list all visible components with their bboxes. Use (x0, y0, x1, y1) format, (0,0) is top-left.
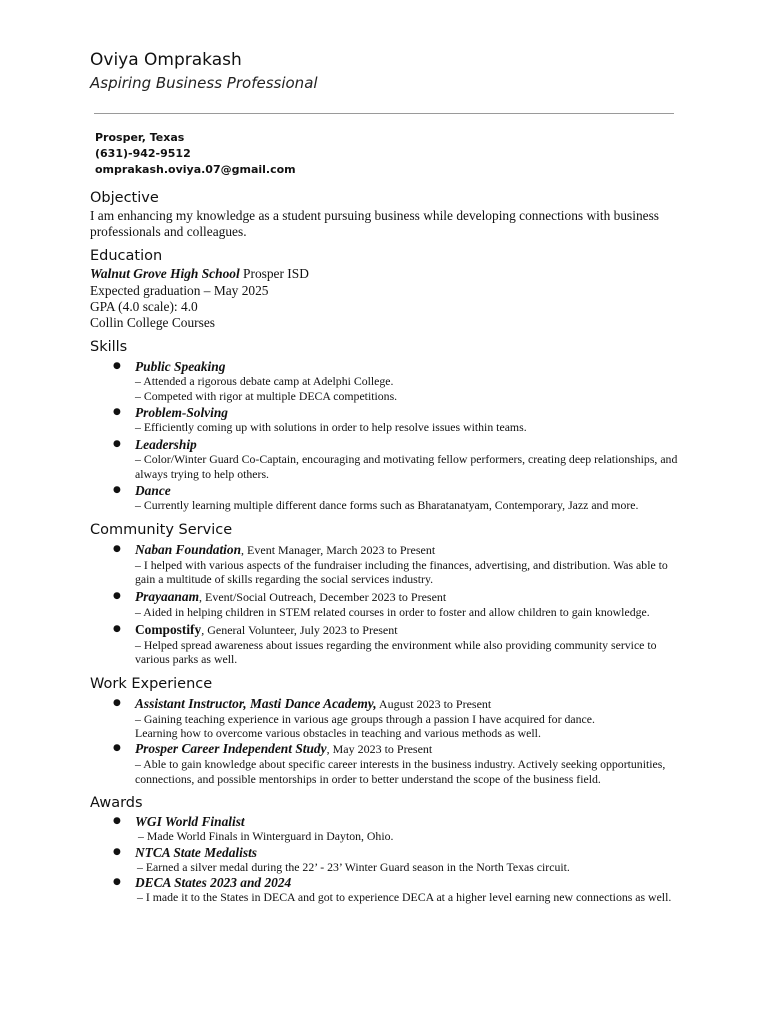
community-org: Naban Foundation (135, 541, 242, 557)
skill-detail: – Attended a rigorous debate camp at Adelphi College. (135, 374, 394, 389)
skills-section (90, 337, 682, 513)
work-dates: August 2023 to Present (376, 696, 492, 711)
objective-text: I am enhancing my knowledge as a student pursuing business while developing connections with business professionals and colleagues. (90, 208, 660, 240)
award-title: DECA States 2023 and 2024 (135, 875, 292, 891)
contact-email: omprakash.oviya.07@gmail.com (95, 163, 296, 176)
community-org: Compostify (135, 621, 202, 637)
candidate-name: Oviya Omprakash (90, 50, 242, 70)
community-org: Prayaanam (135, 588, 199, 604)
contact-location: Prosper, Texas (95, 131, 185, 144)
work-heading: Work Experience (90, 675, 213, 692)
list-item (90, 589, 682, 620)
awards-heading: Awards (90, 795, 143, 812)
community-role: , Event Manager, March 2023 to Present (241, 542, 436, 557)
education-section (90, 246, 682, 331)
list-item (90, 405, 682, 435)
community-list (90, 542, 682, 667)
work-section (90, 674, 682, 786)
list-item (90, 696, 682, 741)
header-divider (94, 113, 674, 114)
community-detail: – I helped with various aspects of the fundraiser including the finances, advertising, and distribution. Was able to gain a multitude of skills regarding the social services industry. (135, 557, 668, 587)
candidate-tagline: Aspiring Business Professional (90, 74, 318, 92)
list-item (90, 542, 682, 587)
community-detail: – Helped spread awareness about issues regarding the environment while also providing community service to various parks as well. (135, 637, 657, 667)
work-detail: Learning how to overcome various obstacles in teaching and various methods as well. (135, 726, 541, 741)
skill-detail: – Competed with rigor at multiple DECA competitions. (135, 388, 398, 403)
education-gpa: GPA (4.0 scale): 4.0 (90, 298, 198, 314)
list-item (90, 845, 682, 875)
bullet-icon: ● (113, 543, 121, 554)
award-detail: – Earned a silver medal during the 22’ - 23’ Winter Guard season in the North Texas circuit. (137, 859, 570, 874)
list-item (90, 437, 682, 481)
work-dates: , May 2023 to Present (326, 741, 433, 756)
bullet-icon: ● (113, 816, 121, 827)
skills-heading: Skills (90, 339, 128, 356)
skill-detail: – Efficiently coming up with solutions in order to help resolve issues within teams. (135, 420, 527, 435)
award-detail: – Made World Finals in Winterguard in Dayton, Ohio. (138, 829, 394, 844)
award-detail: – I made it to the States in DECA and got to experience DECA at a higher level earning new connections as well. (137, 890, 672, 905)
bullet-icon: ● (113, 407, 121, 418)
list-item (90, 483, 682, 513)
skill-title: Problem-Solving (135, 405, 228, 421)
education-graduation: Expected graduation – May 2025 (90, 282, 269, 298)
bullet-icon: ● (113, 846, 121, 857)
work-detail: – Able to gain knowledge about specific career interests in the business industry. Actively seeking opportunities, connections, and possible mentorships in order to better understand the scope of the business field. (135, 756, 666, 786)
awards-list (90, 814, 682, 905)
bullet-icon: ● (113, 439, 121, 449)
work-title: Prosper Career Independent Study (135, 740, 327, 756)
bullet-icon: ● (113, 697, 121, 708)
community-section (90, 520, 682, 667)
awards-section (90, 793, 682, 905)
list-item (90, 875, 682, 905)
community-role: , Event/Social Outreach, December 2023 to Present (198, 589, 447, 604)
bullet-icon: ● (113, 361, 121, 372)
education-school: Walnut Grove High School (90, 266, 240, 282)
work-detail: – Gaining teaching experience in various age groups through a passion I have acquired for dance. (135, 711, 595, 726)
award-title: NTCA State Medalists (135, 844, 258, 860)
skill-title: Dance (135, 483, 171, 499)
list-item (90, 359, 682, 403)
bullet-icon: ● (113, 623, 121, 634)
community-detail: – Aided in helping children in STEM related courses in order to foster and allow children to gain knowledge. (135, 604, 650, 619)
skill-detail: – Currently learning multiple different dance forms such as Bharatanatyam, Contemporary, Jazz and more. (135, 498, 639, 513)
contact-phone: (631)-942-9512 (95, 147, 191, 160)
education-school-line (90, 266, 682, 282)
community-heading: Community Service (90, 521, 233, 538)
objective-heading: Objective (90, 190, 159, 206)
work-title: Assistant Instructor, Masti Dance Academy, (135, 695, 377, 711)
community-role: , General Volunteer, July 2023 to Present (201, 622, 398, 637)
resume-content (90, 188, 682, 905)
skill-detail: – Color/Winter Guard Co-Captain, encouraging and motivating fellow performers, creating deep relationships, and always trying to help others. (135, 452, 678, 481)
education-heading: Education (90, 248, 163, 265)
skill-title: Leadership (135, 437, 197, 452)
education-courses: Collin College Courses (90, 315, 215, 331)
contact-block (95, 130, 296, 178)
bullet-icon: ● (113, 742, 121, 753)
award-title: WGI World Finalist (135, 814, 245, 830)
education-district: Prosper ISD (239, 266, 309, 282)
list-item (90, 741, 682, 786)
bullet-icon: ● (113, 877, 121, 888)
skill-title: Public Speaking (135, 359, 226, 375)
skills-list (90, 359, 682, 513)
list-item (90, 814, 682, 844)
bullet-icon: ● (113, 590, 121, 601)
work-list (90, 696, 682, 786)
list-item (90, 622, 682, 667)
objective-section (90, 188, 682, 240)
bullet-icon: ● (113, 485, 121, 496)
